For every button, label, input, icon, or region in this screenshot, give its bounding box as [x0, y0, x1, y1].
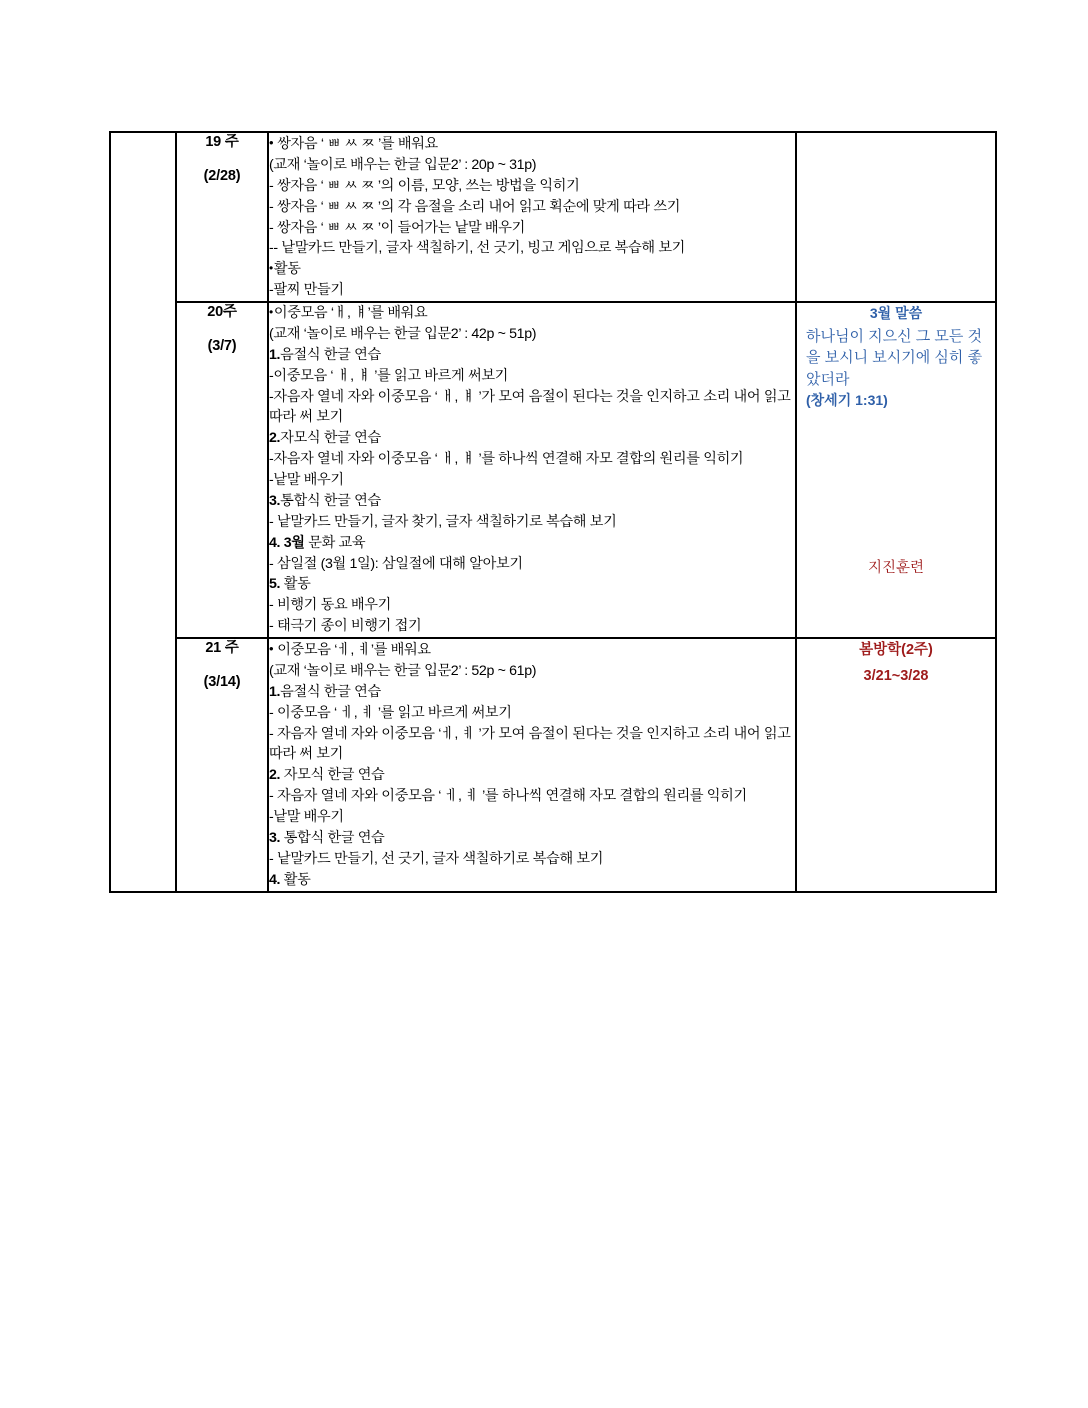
- lesson-line: -자음자 열네 자와 이중모음 ‘ ㅐ, ㅒ ’를 하나씩 연결해 자모 결합의 원리를 익히기: [269, 451, 744, 468]
- list-number: 2.: [269, 767, 281, 784]
- list-text: 음절식 한글 연습: [280, 683, 381, 700]
- note-cell-20: [796, 302, 996, 638]
- lesson-line: - 자음자 열네 자와 이중모음 ‘ ㅔ, ㅖ ’를 하나씩 연결해 자모 결합의 원리를 익히기: [269, 788, 747, 805]
- list-text: 활동: [280, 576, 311, 593]
- list-text: 활동: [280, 871, 311, 888]
- lesson-line: - 자음자 열네 자와 이중모음 ‘ㅔ, ㅖ ’가 모여 음절이 된다는 것을 인지하고 소리 내어 읽고 따라 써 보기: [269, 725, 791, 763]
- scripture-reference: (창세기 1:31): [806, 391, 888, 408]
- spring-break-label: 봄방학(2주): [859, 642, 933, 658]
- lesson-line: - 삼일절 (3월 1일): 삼일절에 대해 알아보기: [269, 555, 523, 572]
- table-row: [110, 132, 996, 302]
- list-number: 4.: [269, 871, 281, 888]
- lesson-line: -낱말 배우기: [269, 472, 344, 488]
- week-date: (3/7): [207, 337, 237, 354]
- weekly-curriculum-table: [109, 131, 997, 893]
- scripture-verse: 하나님이 지으신 그 모든 것을 보시니 보시기에 심히 좋았더라: [806, 328, 983, 388]
- list-number: 1.: [269, 683, 281, 700]
- week-date: (2/28): [203, 167, 241, 184]
- lesson-line: (교재 ‘놀이로 배우는 한글 입문2’ : 42p ~ 51p): [269, 325, 537, 342]
- lesson-line: [269, 828, 795, 849]
- lesson-line: (교재 ‘놀이로 배우는 한글 입문2’ : 52p ~ 61p): [269, 662, 537, 679]
- lesson-line: - 낱말카드 만들기, 선 긋기, 글자 색칠하기로 복습해 보기: [269, 850, 604, 867]
- lesson-content-20: [268, 302, 796, 638]
- lesson-line: -이중모음 ‘ ㅐ, ㅒ ’를 읽고 바르게 써보기: [269, 367, 509, 384]
- spring-break-dates: 3/21~3/28: [863, 668, 929, 685]
- note-cell-21: [796, 638, 996, 892]
- lesson-content-19: [268, 132, 796, 302]
- list-number: 4. 3월: [269, 534, 305, 551]
- week-cell-19: [176, 132, 268, 302]
- lesson-line: [269, 533, 795, 554]
- lesson-content-21: [268, 638, 796, 892]
- lesson-line: -낱말 배우기: [269, 809, 344, 825]
- week-number: 21 주: [205, 640, 239, 656]
- scripture-title: 3월 말씀: [869, 305, 923, 321]
- week-number: 20주: [207, 304, 237, 320]
- lesson-line: [269, 345, 795, 366]
- lesson-line: - 쌍자음 ‘ ㅃ ㅆ ㅉ ’의 각 음절을 소리 내어 읽고 획순에 맞게 따라 쓰기: [269, 198, 681, 215]
- lesson-line: - 쌍자음 ‘ ㅃ ㅆ ㅉ ’의 이름, 모양, 쓰는 방법을 익히기: [269, 177, 580, 194]
- week-date: (3/14): [203, 673, 241, 690]
- table-row: [110, 302, 996, 638]
- list-text: 통합식 한글 연습: [280, 492, 381, 509]
- list-text: 통합식 한글 연습: [280, 829, 385, 846]
- lesson-line: - 비행기 동요 배우기: [269, 597, 391, 614]
- lesson-line: - 태극기 종이 비행기 접기: [269, 618, 422, 635]
- lesson-line: [269, 574, 795, 595]
- earthquake-drill-note: 지진훈련: [867, 560, 925, 577]
- lesson-line: • 쌍자음 ‘ ㅃ ㅆ ㅉ ’를 배워요: [269, 133, 795, 155]
- list-number: 3.: [269, 829, 281, 846]
- lesson-line: -자음자 열네 자와 이중모음 ‘ ㅐ, ㅒ ’가 모여 음절이 된다는 것을 인지하고 소리 내어 읽고 따라 써 보기: [269, 388, 791, 426]
- list-number: 3.: [269, 492, 281, 509]
- lesson-line: • 이중모음 ‘ㅐ, ㅒ’를 배워요: [269, 303, 795, 324]
- lesson-line: [269, 870, 795, 891]
- lesson-line: [269, 682, 795, 703]
- lesson-line: • 활동: [269, 259, 795, 280]
- lesson-line: - 낱말카드 만들기, 글자 찾기, 글자 색칠하기로 복습해 보기: [269, 513, 617, 530]
- list-number: 2.: [269, 430, 281, 447]
- lesson-line: [269, 765, 795, 786]
- week-number: 19 주: [205, 134, 239, 150]
- lesson-line: -- 낱말카드 만들기, 글자 색칠하기, 선 긋기, 빙고 게임으로 복습해 보기: [269, 240, 686, 257]
- note-cell-19: [796, 132, 996, 302]
- week-cell-21: [176, 638, 268, 892]
- lesson-line: [269, 491, 795, 512]
- lesson-line: -팔찌 만들기: [269, 282, 344, 299]
- lesson-line: - 이중모음 ‘ ㅔ, ㅖ ’를 읽고 바르게 써보기: [269, 704, 512, 721]
- lesson-line: (교재 ‘놀이로 배우는 한글 입문2’ : 20p ~ 31p): [269, 156, 537, 173]
- week-cell-20: [176, 302, 268, 638]
- row-marker-column: [110, 132, 176, 892]
- table-row: [110, 638, 996, 892]
- note-spacer: [797, 410, 995, 558]
- list-text: 음절식 한글 연습: [280, 346, 381, 363]
- lesson-line: • 이중모음 ‘ㅔ, ㅖ’를 배워요: [269, 639, 795, 661]
- list-number: 1.: [269, 346, 281, 363]
- list-text: 문화 교육: [304, 534, 366, 551]
- lesson-line: [269, 428, 795, 449]
- lesson-line: - 쌍자음 ‘ ㅃ ㅆ ㅉ ’이 들어가는 낱말 배우기: [269, 219, 525, 236]
- list-text: 자모식 한글 연습: [280, 767, 385, 784]
- list-number: 5.: [269, 576, 281, 593]
- list-text: 자모식 한글 연습: [280, 430, 381, 447]
